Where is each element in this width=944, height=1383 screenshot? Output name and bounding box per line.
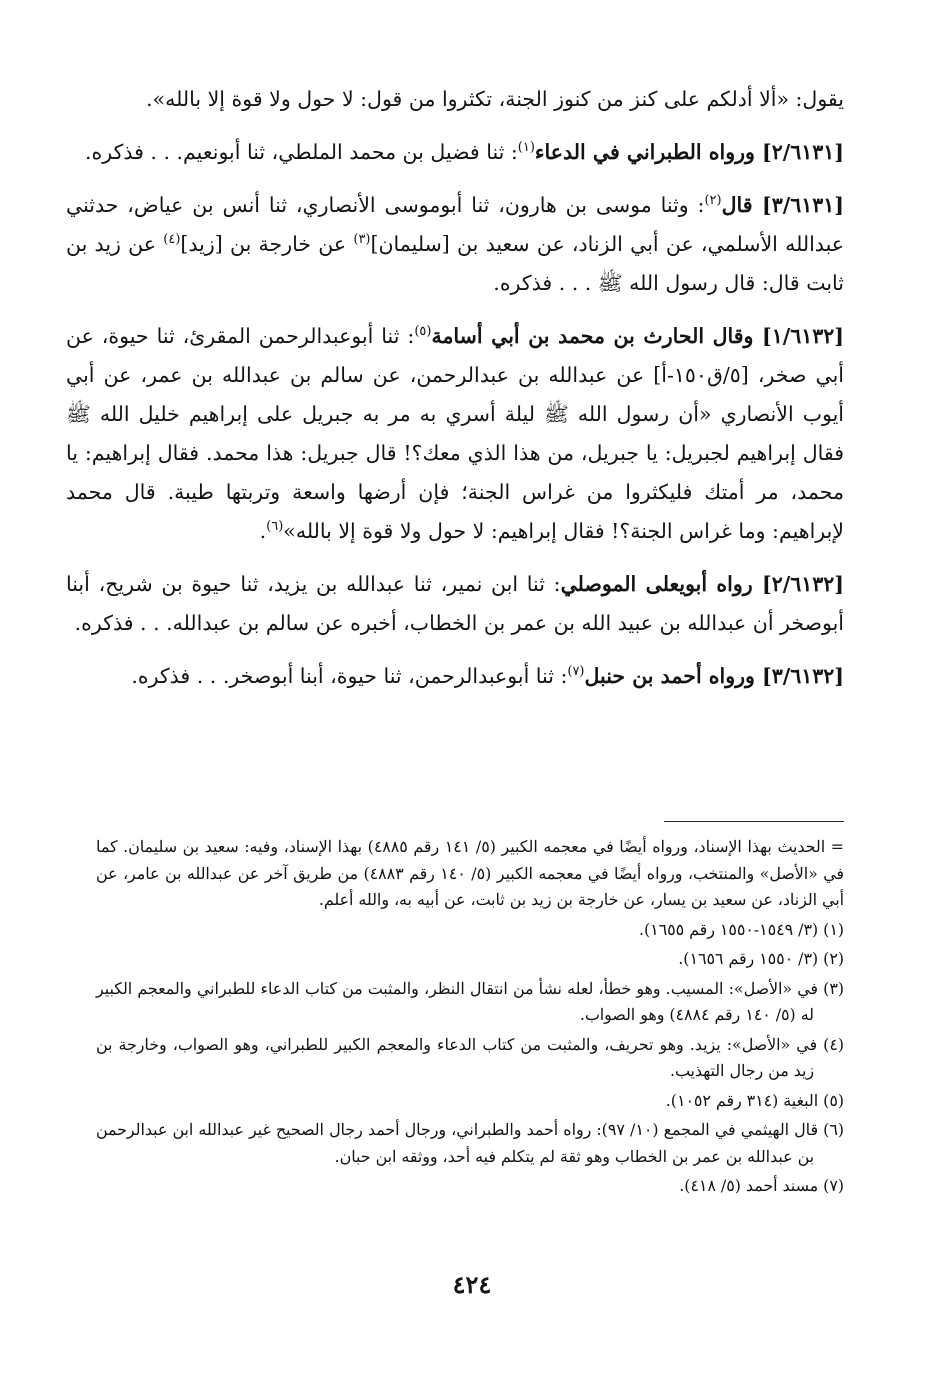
entry-text: : ثنا فضيل بن محمد الملطي، ثنا أبونعيم. . . فذكره. [85, 140, 518, 164]
entry-text: : ثنا ابن نمير، ثنا عبدالله بن يزيد، ثنا حيوة بن شريح، أبنا أبوصخر أن عبدالله بن عبيد الله بن عمر بن الخطاب، أخبره عن سالم بن عبدالله. . . فذكره. [66, 572, 844, 635]
entry-text: : وثنا موسى بن هارون، ثنا أبوموسى الأنصاري، ثنا أنس بن عياض، حدثني عبدالله الأسلمي، عن أبي الزناد، عن سعيد بن [سليمان] [66, 193, 844, 256]
hadith-entry [66, 565, 844, 643]
hadith-entry [66, 657, 844, 696]
footnote-ref: (٧) [567, 664, 585, 680]
hadith-entry [66, 133, 844, 172]
main-text [66, 80, 844, 710]
entry-heading: [١/٦١٣٢] وقال الحارث بن محمد بن أبي أسامة [431, 324, 844, 348]
footnote-ref: (٦) [266, 519, 284, 535]
footnote-item: (٤) في «الأصل»: يزيد. وهو تحريف، والمثبت من كتاب الدعاء والمعجم الكبير للطبراني، وهو الصواب، وخارجة بن زيد من رجال التهذيب. [96, 1034, 844, 1080]
entry-text: : ثنا أبوعبدالرحمن، ثنا حيوة، أبنا أبوصخر. . . فذكره. [131, 664, 568, 688]
footnote-ref: (٢) [704, 193, 722, 209]
entry-heading: [٢/٦١٣١] ورواه الطبراني في الدعاء [534, 140, 844, 164]
entry-heading: [٣/٦١٣٢] ورواه أحمد بن حنبل [584, 664, 844, 688]
hadith-entry [66, 80, 844, 119]
entry-text: يقول: «ألا أدلكم على كنز من كنوز الجنة، تكثروا من قول: لا حول ولا قوة إلا بالله». [146, 87, 844, 111]
entry-text: عن زيد بن ثابت قال: قال رسول الله ﷺ . . . فذكره. [66, 232, 844, 295]
entry-text: عن خارجة بن [زيد] [180, 232, 354, 256]
footnote-divider [664, 821, 844, 822]
entry-heading: [٣/٦١٣١] قال [721, 193, 844, 217]
footnote-item: (٣) في «الأصل»: المسيب. وهو خطأ، لعله نشأ من انتقال النظر، والمثبت من كتاب الدعاء للطبراني والمعجم الكبير له (٥/ ١٤٠ رقم ٤٨٨٤) وهو الصواب. [96, 978, 844, 1024]
footnote-continuation: = الحديث بهذا الإسناد، ورواه أيضًا في معجمه الكبير (٥/ ١٤١ رقم ٤٨٨٥) بهذا الإسناد، وفيه: سعيد بن سليمان. كما في «الأصل» والمنتخب، ورواه أيضًا في معجمه الكبير (٥/ ١٤٠ رقم ٤٨٨٣) من طريق آخر عن عبدالله بن عامر، عن أبي الزناد، عن سعيد بن يسار، عن خارجة بن زيد بن ثابت، عن أبيه به، والله أعلم. [96, 837, 844, 909]
hadith-entry [66, 317, 844, 551]
footnote-ref: (٤) [163, 232, 181, 248]
footnote-ref: (٣) [353, 232, 371, 248]
footnote-item: (٦) قال الهيثمي في المجمع (١٠/ ٩٧): رواه أحمد والطبراني، ورجال أحمد رجال الصحيح غير عبدالله ابن عبدالرحمن بن عبدالله بن عمر بن الخطاب وهو ثقة لم يتكلم فيه أحد، ووثقه ابن حبان. [96, 1120, 845, 1166]
hadith-entry [66, 186, 844, 303]
page-number: ٤٢٤ [452, 1270, 492, 1299]
footnote-item: (٥) البغية (٣١٤ رقم ١٠٥٢). [665, 1090, 844, 1110]
entry-text: : ثنا أبوعبدالرحمن المقرئ، ثنا حيوة، عن أبي صخر، [٥/ق١٥٠-أ] عن عبدالله بن عبدالرحمن، عن سالم بن عبدالله بن عمر، عن أبي أيوب الأنصاري «أن رسول الله ﷺ ليلة أسري به مر به جبريل على إبراهيم خليل الله ﷺ فقال إبراهيم لجبريل: يا جبريل، من هذا الذي معك؟! قال جبريل: هذا محمد. فقال إبراهيم: يا محمد، مر أمتك فليكثروا من غراس الجنة؛ فإن أرضها واسعة وتربتها طيبة. قال محمد لإبراهيم: وما غراس الجنة؟! فقال إبراهيم: لا حول ولا قوة إلا بالله» [66, 324, 844, 543]
footnote-ref: (١) [517, 140, 535, 156]
footnote-item: (٧) مسند أحمد (٥/ ٤١٨). [679, 1176, 844, 1195]
footnote-ref: (٥) [414, 324, 432, 340]
entry-text: . [259, 519, 267, 543]
entry-heading: [٢/٦١٣٢] رواه أبويعلى الموصلي [560, 572, 844, 596]
footnote-item: (١) (٣/ ١٥٤٩-١٥٥٠ رقم ١٦٥٥). [638, 919, 844, 939]
footnotes [96, 834, 844, 1203]
footnote-item: (٢) (٣/ ١٥٥٠ رقم ١٦٥٦). [678, 949, 844, 968]
